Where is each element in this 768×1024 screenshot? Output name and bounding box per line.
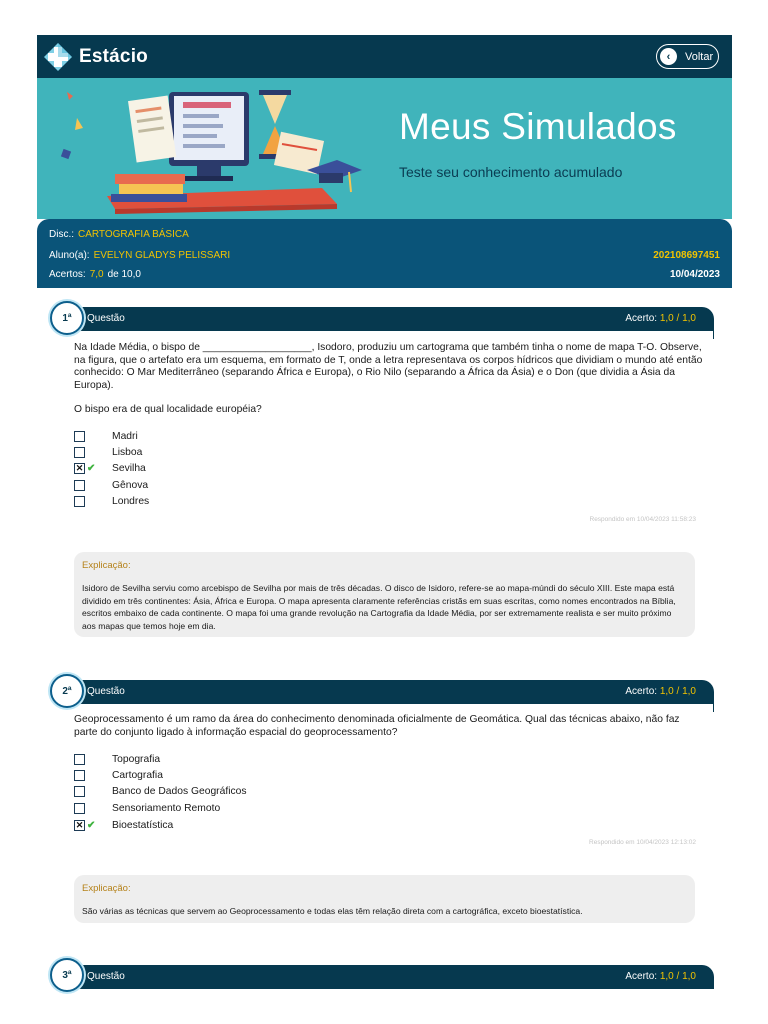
explanation-text: São várias as técnicas que servem ao Geoprocessamento e todas elas têm relação direta com a cartográfica, exceto bioestatística. (82, 906, 583, 916)
checkmark-icon: ✔ (87, 820, 96, 831)
score-label: Acerto: (625, 313, 658, 324)
option-label: Cartografia (112, 770, 163, 781)
question-3-header (64, 965, 714, 989)
question-2-header (64, 680, 714, 704)
question-2-text: Geoprocessamento é um ramo da área do conhecimento denominada oficialmente de Geomática. Qual das técnicas abaixo, não faz parte do conjunto ligado à informação espacial do geoprocessamento? (74, 714, 680, 738)
hits-value: 7,0 (89, 269, 104, 280)
option-checkbox[interactable] (74, 496, 85, 507)
option-cartografia[interactable] (74, 770, 163, 781)
x-mark-icon[interactable]: ✕ (75, 463, 84, 473)
question-1-text: Na Idade Média, o bispo de ___________________, Isodoro, produziu um cartograma que também tinha o nome de mapa T-O. Observe, na figura, que o artefato era um esquema, em formato de T, onde a letra representava os corpos hídricos que dividiam o mundo até então conhecido: O Mar Mediterrâneo (separando África e Europa), o Rio Nilo (separando a África da Ásia) e o Don (que dividia a Ásia da Europa). (74, 342, 703, 391)
back-button-label: Voltar (685, 50, 714, 63)
exam-info-panel (37, 219, 732, 288)
discipline-value: CARTOGRAFIA BÁSICA (78, 229, 189, 240)
score-got: 1,0 (659, 686, 674, 697)
brand-logo[interactable] (43, 42, 148, 72)
divider (64, 704, 714, 712)
question-1-header (64, 307, 714, 331)
question-score (625, 971, 696, 982)
explanation-text: Isidoro de Sevilha serviu como arcebispo de Sevilha por mais de três décadas. O disco de Isidoro, refere-se ao mapa-múndi do século XIII. Este mapa está dividido em três continentes: Ásia, África e Europa. O mapa apresenta claramente referências cristãs em suas escritas, como nomes encontrados na Bíblia, escritos embaixo de cada continente. O mapa foi uma grande revolução na Cartografia da Idade Média, por ser extremamente realista e ser muito próximo aos mapas que temos hoje em dia. (82, 583, 676, 631)
option-label: Londres (112, 496, 150, 507)
hero-banner (37, 78, 732, 219)
score-separator: / (676, 686, 680, 697)
question-score (625, 686, 696, 697)
back-button[interactable] (656, 44, 719, 69)
question-3-number: 3ª (50, 958, 84, 992)
option-label: Topografia (112, 754, 161, 765)
study-illustration (37, 78, 367, 219)
question-2-number: 2ª (50, 674, 84, 708)
option-genova[interactable] (74, 480, 149, 491)
score-got: 1,0 (659, 313, 674, 324)
option-sevilha[interactable] (74, 463, 146, 474)
option-checkbox[interactable] (74, 754, 85, 765)
checkmark-icon: ✔ (87, 463, 96, 474)
hits-row (49, 269, 141, 280)
option-banco-de-dados[interactable] (74, 786, 247, 797)
option-label: Madri (112, 431, 138, 442)
option-bioestatistica[interactable] (74, 820, 174, 831)
option-label: Lisboa (112, 447, 143, 458)
hits-total: de 10,0 (107, 269, 141, 280)
chevron-left-icon: ‹ (660, 48, 677, 65)
discipline-label: Disc.: (49, 229, 74, 240)
score-max: 1,0 (682, 686, 696, 697)
option-checkbox[interactable] (74, 480, 85, 491)
score-separator: / (676, 313, 680, 324)
score-max: 1,0 (682, 971, 696, 982)
question-score (625, 313, 696, 324)
top-bar (37, 35, 732, 78)
option-topografia[interactable] (74, 754, 161, 765)
question-label: Questão (87, 971, 125, 982)
discipline-row (49, 229, 189, 240)
answered-timestamp: Respondido em 10/04/2023 12:13:02 (589, 839, 696, 846)
hits-label: Acertos: (49, 269, 86, 280)
question-2-explanation (74, 875, 695, 923)
score-got: 1,0 (659, 971, 674, 982)
score-separator: / (676, 971, 680, 982)
question-label: Questão (87, 313, 125, 324)
question-1-prompt: O bispo era de qual localidade européia? (74, 404, 262, 415)
score-label: Acerto: (625, 686, 658, 697)
estacio-logo-icon (43, 42, 73, 72)
question-1-number: 1ª (50, 301, 84, 335)
score-label: Acerto: (625, 971, 658, 982)
student-name: EVELYN GLADYS PELISSARI (93, 250, 231, 261)
option-checkbox[interactable] (74, 431, 85, 442)
option-label: Banco de Dados Geográficos (112, 786, 247, 797)
option-londres[interactable] (74, 496, 150, 507)
explanation-title: Explicação: (82, 883, 131, 894)
question-label: Questão (87, 686, 125, 697)
divider (64, 331, 714, 339)
student-row (49, 250, 230, 261)
option-checkbox[interactable] (74, 803, 85, 814)
option-checkbox[interactable] (74, 786, 85, 797)
explanation-title: Explicação: (82, 560, 131, 571)
x-mark-icon[interactable]: ✕ (75, 820, 84, 830)
exam-date: 10/04/2023 (669, 269, 720, 280)
option-checkbox[interactable] (74, 770, 85, 781)
option-madri[interactable] (74, 431, 138, 442)
option-label: Sensoriamento Remoto (112, 803, 221, 814)
option-lisboa[interactable] (74, 447, 143, 458)
question-1-explanation (74, 552, 695, 637)
option-label: Gênova (112, 480, 149, 491)
option-label: Bioestatística (112, 820, 174, 831)
student-id: 202108697451 (653, 250, 720, 261)
option-sensoriamento[interactable] (74, 803, 221, 814)
score-max: 1,0 (682, 313, 696, 324)
answered-timestamp: Respondido em 10/04/2023 11:58:23 (589, 516, 696, 523)
brand-name: Estácio (79, 46, 148, 67)
student-label: Aluno(a): (49, 250, 90, 261)
option-label: Sevilha (112, 463, 146, 474)
page-subtitle: Teste seu conhecimento acumulado (399, 164, 623, 180)
page-title: Meus Simulados (399, 106, 677, 147)
option-checkbox[interactable] (74, 447, 85, 458)
